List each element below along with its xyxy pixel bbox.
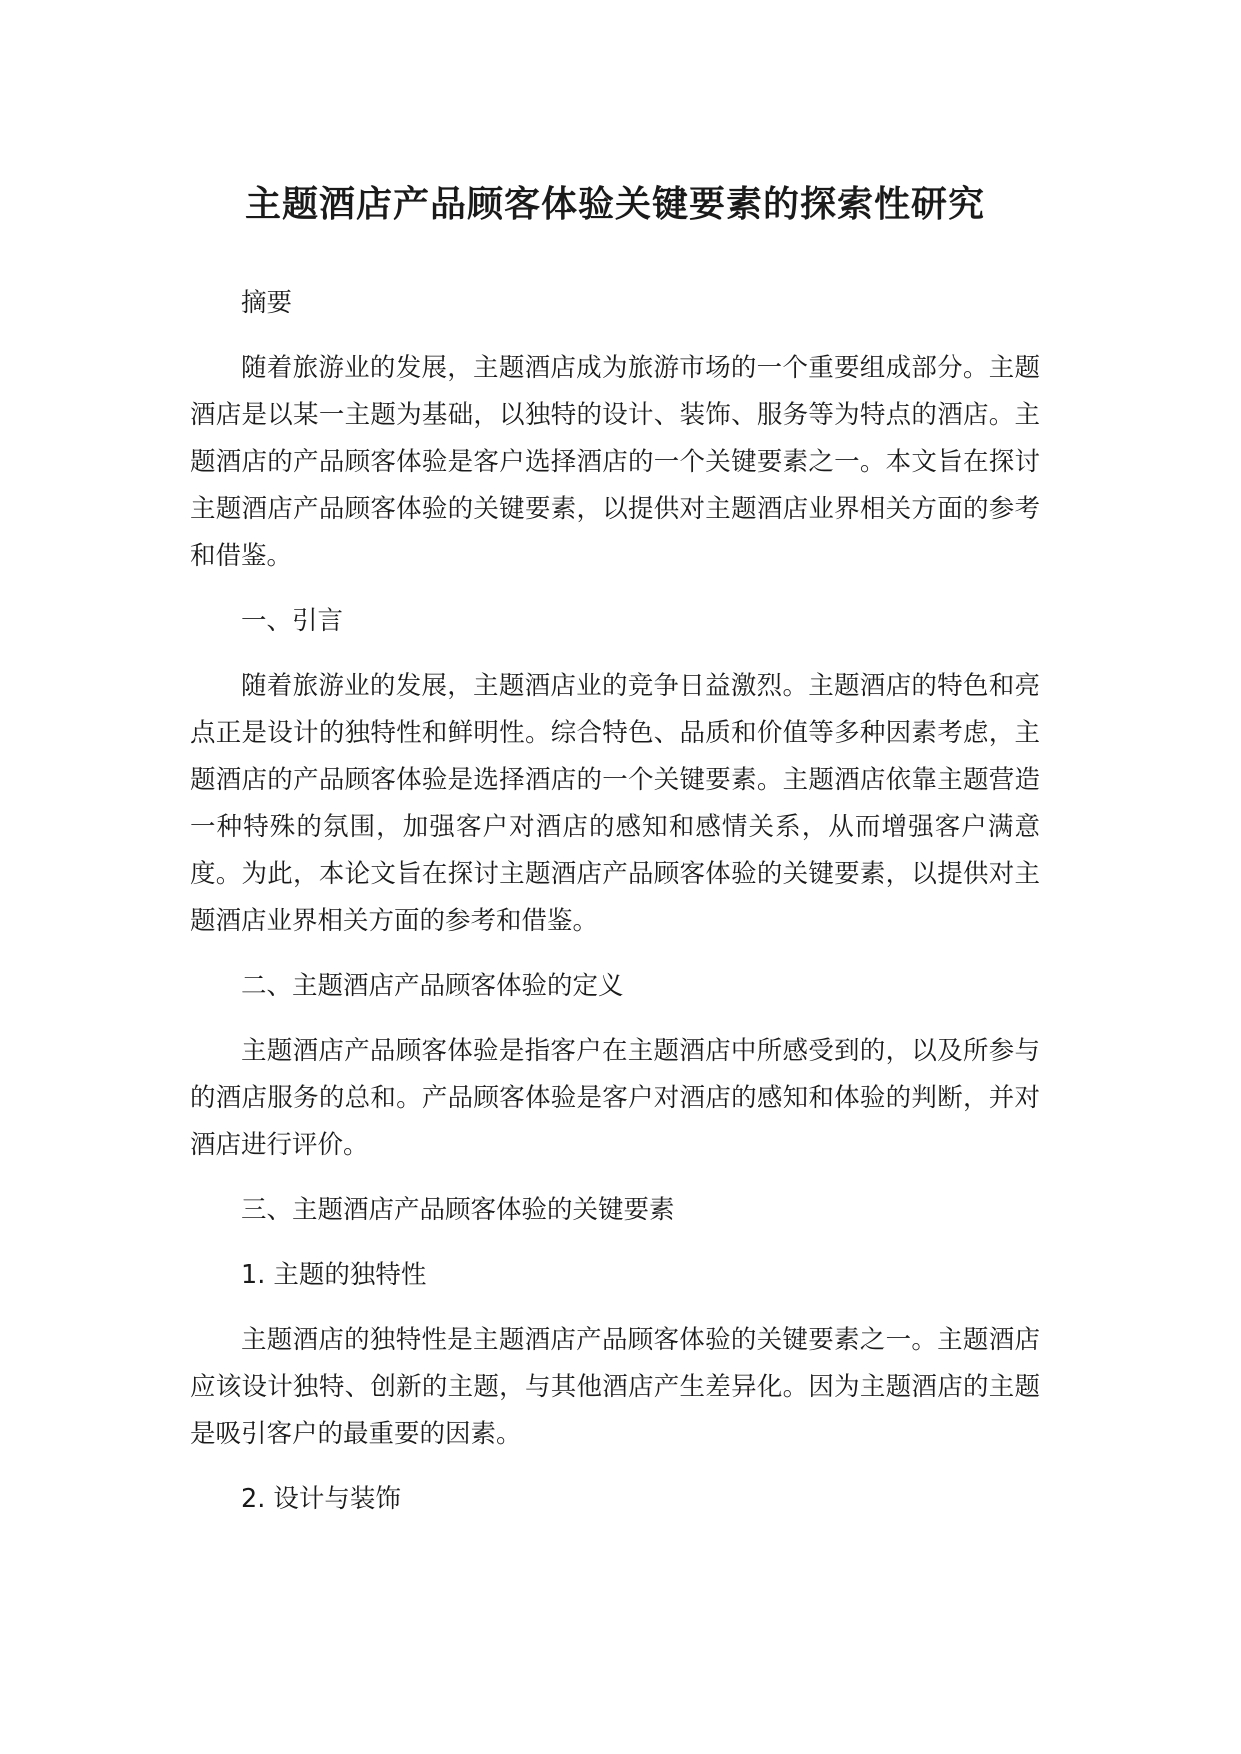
document-title: 主题酒店产品顾客体验关键要素的探索性研究 — [244, 184, 985, 225]
section-2-paragraph: 主题酒店产品顾客体验是指客户在主题酒店中所感受到的，以及所参与的酒店服务的总和。产品顾客体验是客户对酒店的感知和体验的判断，并对酒店进行评价。 — [190, 1036, 1040, 1160]
abstract-heading: 摘要 — [241, 288, 293, 318]
abstract-paragraph: 随着旅游业的发展，主题酒店成为旅游市场的一个重要组成部分。主题酒店是以某一主题为基础，以独特的设计、装饰、服务等为特点的酒店。主题酒店的产品顾客体验是客户选择酒店的一个关键要素之一。本文旨在探讨主题酒店产品顾客体验的关键要素，以提供对主题酒店业界相关方面的参考和借鉴。 — [190, 353, 1040, 571]
section-3-heading: 三、主题酒店产品顾客体验的关键要素 — [241, 1195, 675, 1225]
subsection-1-paragraph: 主题酒店的独特性是主题酒店产品顾客体验的关键要素之一。主题酒店应该设计独特、创新的主题，与其他酒店产生差异化。因为主题酒店的主题是吸引客户的最重要的因素。 — [190, 1325, 1040, 1449]
document-body — [190, 170, 1040, 1541]
section-1-paragraph: 随着旅游业的发展，主题酒店业的竞争日益激烈。主题酒店的特色和亮点正是设计的独特性和鲜明性。综合特色、品质和价值等多种因素考虑，主题酒店的产品顾客体验是选择酒店的一个关键要素。主题酒店依靠主题营造一种特殊的氛围，加强客户对酒店的感知和感情关系，从而增强客户满意度。为此，本论文旨在探讨主题酒店产品顾客体验的关键要素，以提供对主题酒店业界相关方面的参考和借鉴。 — [190, 671, 1040, 936]
section-2-heading: 二、主题酒店产品顾客体验的定义 — [241, 971, 624, 1001]
section-1-heading: 一、引言 — [241, 606, 344, 636]
subsection-1-heading: 1. 主题的独特性 — [241, 1260, 427, 1290]
subsection-2-heading: 2. 设计与装饰 — [241, 1484, 401, 1514]
